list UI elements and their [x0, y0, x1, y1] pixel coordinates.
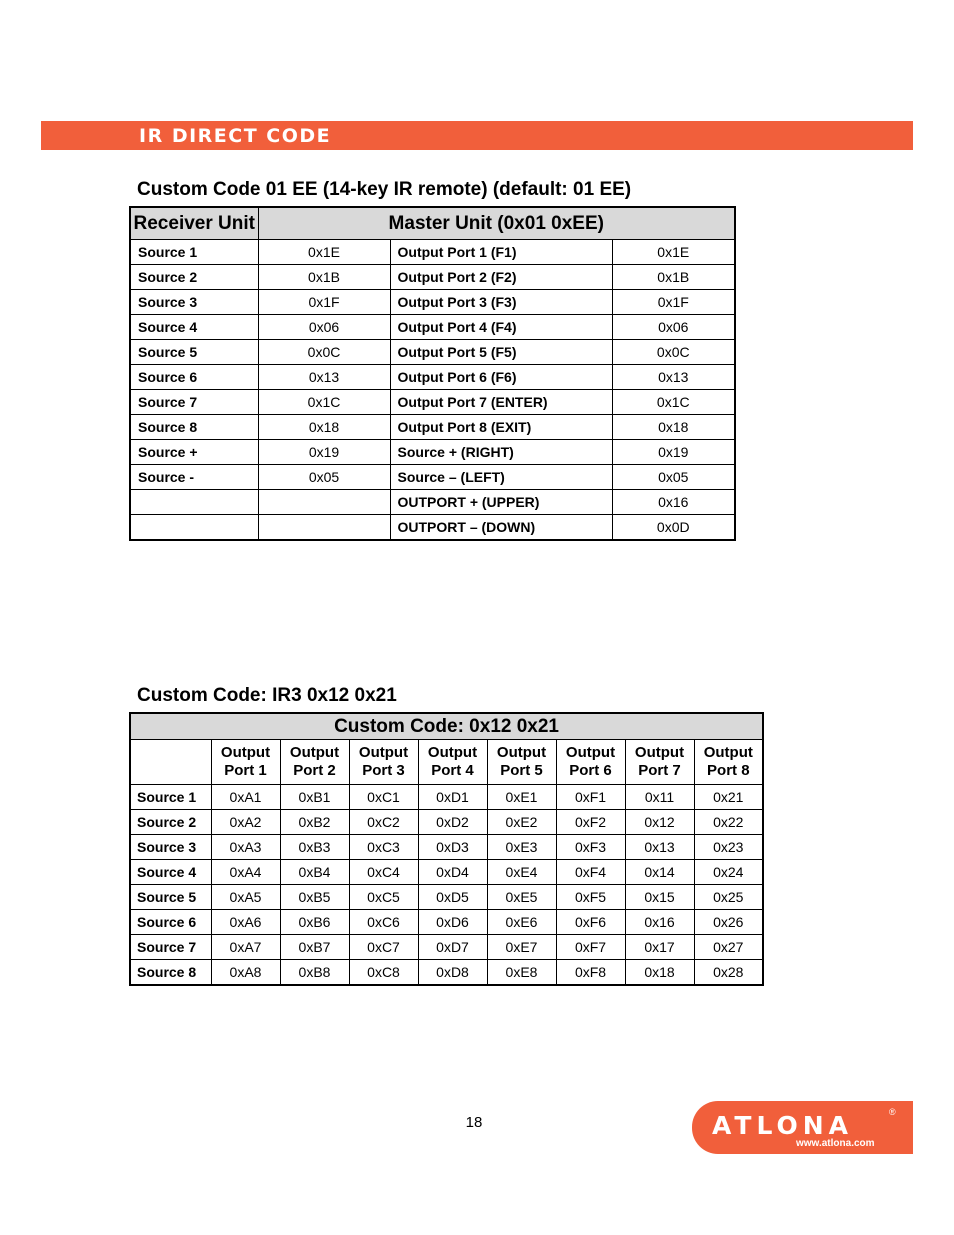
code-cell: 0x16	[625, 910, 694, 935]
code-cell: 0xF1	[556, 785, 625, 810]
master-port-cell: Output Port 7 (ENTER)	[390, 390, 612, 415]
banner-title: IR DIRECT CODE	[139, 125, 332, 147]
code-cell: 0xA5	[211, 885, 280, 910]
code-cell: 0xE6	[487, 910, 556, 935]
code-cell: 0xD5	[418, 885, 487, 910]
receiver-source-cell: Source +	[130, 440, 258, 465]
master-port-cell: Output Port 4 (F4)	[390, 315, 612, 340]
code-cell: 0x18	[625, 960, 694, 986]
receiver-source-cell: Source 7	[130, 390, 258, 415]
code-cell: 0xE7	[487, 935, 556, 960]
table-row	[130, 490, 735, 515]
table-row	[130, 240, 735, 265]
code-cell: 0xE1	[487, 785, 556, 810]
output-port-header-line2: Port 6	[569, 762, 612, 779]
master-code-cell: 0x1E	[612, 240, 735, 265]
code-cell: 0xB5	[280, 885, 349, 910]
code-cell: 0xF3	[556, 835, 625, 860]
code-cell: 0xA1	[211, 785, 280, 810]
master-code-cell: 0x13	[612, 365, 735, 390]
receiver-code-cell	[258, 490, 390, 515]
code-cell: 0xC4	[349, 860, 418, 885]
ir-code-table-14key	[129, 206, 736, 541]
receiver-code-cell: 0x13	[258, 365, 390, 390]
table-title: Custom Code: 0x12 0x21	[130, 713, 763, 740]
code-cell: 0xF5	[556, 885, 625, 910]
receiver-code-cell: 0x1C	[258, 390, 390, 415]
receiver-source-cell: Source 4	[130, 315, 258, 340]
output-port-header-line1: Output	[289, 744, 340, 761]
code-cell: 0xC5	[349, 885, 418, 910]
output-port-header-line2: Port 3	[362, 762, 405, 779]
code-cell: 0xC6	[349, 910, 418, 935]
output-port-header-line2: Port 7	[638, 762, 681, 779]
master-port-cell: Output Port 3 (F3)	[390, 290, 612, 315]
ir-code-table-ir3	[129, 712, 764, 986]
output-port-header	[418, 740, 487, 785]
master-port-cell: Source – (LEFT)	[390, 465, 612, 490]
table-row	[130, 860, 763, 885]
code-cell: 0xA4	[211, 860, 280, 885]
code-cell: 0x27	[694, 935, 763, 960]
receiver-source-cell	[130, 490, 258, 515]
code-cell: 0x28	[694, 960, 763, 986]
code-cell: 0x22	[694, 810, 763, 835]
output-port-header-line1: Output	[565, 744, 616, 761]
code-cell: 0x23	[694, 835, 763, 860]
output-port-header-line2: Port 4	[431, 762, 474, 779]
master-code-cell: 0x1C	[612, 390, 735, 415]
code-cell: 0xE5	[487, 885, 556, 910]
output-port-header-line1: Output	[220, 744, 271, 761]
source-label-cell: Source 4	[130, 860, 211, 885]
output-port-header-line1: Output	[358, 744, 409, 761]
receiver-code-cell: 0x1E	[258, 240, 390, 265]
table-row	[130, 515, 735, 541]
code-cell: 0xB8	[280, 960, 349, 986]
master-port-cell: Source + (RIGHT)	[390, 440, 612, 465]
section2-heading: Custom Code: IR3 0x12 0x21	[137, 685, 397, 706]
source-label-cell: Source 1	[130, 785, 211, 810]
code-cell: 0xF4	[556, 860, 625, 885]
receiver-code-cell: 0x1F	[258, 290, 390, 315]
source-label-cell: Source 7	[130, 935, 211, 960]
code-cell: 0xA8	[211, 960, 280, 986]
code-cell: 0x13	[625, 835, 694, 860]
master-port-cell: OUTPORT + (UPPER)	[390, 490, 612, 515]
output-port-header-line2: Port 8	[707, 762, 750, 779]
receiver-code-cell: 0x1B	[258, 265, 390, 290]
code-cell: 0xF7	[556, 935, 625, 960]
code-cell: 0xA3	[211, 835, 280, 860]
receiver-source-cell: Source 3	[130, 290, 258, 315]
receiver-source-cell: Source 5	[130, 340, 258, 365]
master-port-cell: Output Port 1 (F1)	[390, 240, 612, 265]
output-port-header	[487, 740, 556, 785]
code-cell: 0xE4	[487, 860, 556, 885]
code-cell: 0xD2	[418, 810, 487, 835]
table-row	[130, 935, 763, 960]
output-port-header	[211, 740, 280, 785]
table-row	[130, 465, 735, 490]
master-code-cell: 0x1B	[612, 265, 735, 290]
receiver-code-cell: 0x18	[258, 415, 390, 440]
code-cell: 0xB2	[280, 810, 349, 835]
receiver-source-cell: Source 8	[130, 415, 258, 440]
code-cell: 0xF2	[556, 810, 625, 835]
master-code-cell: 0x18	[612, 415, 735, 440]
code-cell: 0xB3	[280, 835, 349, 860]
corner-cell	[130, 740, 211, 785]
logo-url: www.atlona.com	[796, 1138, 875, 1149]
output-port-header	[349, 740, 418, 785]
master-code-cell: 0x0C	[612, 340, 735, 365]
header-receiver-unit: Receiver Unit	[130, 207, 258, 240]
master-code-cell: 0x05	[612, 465, 735, 490]
code-cell: 0xD6	[418, 910, 487, 935]
output-port-header	[556, 740, 625, 785]
table-row	[130, 785, 763, 810]
code-cell: 0xE2	[487, 810, 556, 835]
table-row	[130, 340, 735, 365]
code-cell: 0x24	[694, 860, 763, 885]
master-code-cell: 0x06	[612, 315, 735, 340]
code-cell: 0xC7	[349, 935, 418, 960]
page-number: 18	[465, 1114, 483, 1131]
code-cell: 0xD1	[418, 785, 487, 810]
master-code-cell: 0x16	[612, 490, 735, 515]
source-label-cell: Source 2	[130, 810, 211, 835]
code-cell: 0x11	[625, 785, 694, 810]
code-cell: 0xB6	[280, 910, 349, 935]
output-port-header-line1: Output	[427, 744, 478, 761]
receiver-code-cell: 0x05	[258, 465, 390, 490]
source-label-cell: Source 3	[130, 835, 211, 860]
code-cell: 0xF8	[556, 960, 625, 986]
receiver-code-cell: 0x19	[258, 440, 390, 465]
code-cell: 0x17	[625, 935, 694, 960]
master-code-cell: 0x0D	[612, 515, 735, 541]
table-row	[130, 365, 735, 390]
table-row	[130, 885, 763, 910]
code-cell: 0xC1	[349, 785, 418, 810]
table-row	[130, 265, 735, 290]
master-code-cell: 0x19	[612, 440, 735, 465]
code-cell: 0xD8	[418, 960, 487, 986]
output-port-header	[694, 740, 763, 785]
table-row	[130, 910, 763, 935]
master-port-cell: Output Port 6 (F6)	[390, 365, 612, 390]
table-row	[130, 835, 763, 860]
receiver-code-cell	[258, 515, 390, 541]
source-label-cell: Source 5	[130, 885, 211, 910]
master-port-cell: OUTPORT – (DOWN)	[390, 515, 612, 541]
output-port-header	[280, 740, 349, 785]
atlona-logo	[692, 1101, 913, 1154]
logo-registered-mark: ®	[889, 1107, 896, 1117]
code-cell: 0xE8	[487, 960, 556, 986]
table-row	[130, 315, 735, 340]
code-cell: 0x15	[625, 885, 694, 910]
receiver-source-cell: Source -	[130, 465, 258, 490]
code-cell: 0xB4	[280, 860, 349, 885]
source-label-cell: Source 8	[130, 960, 211, 986]
code-cell: 0xC8	[349, 960, 418, 986]
code-cell: 0xA2	[211, 810, 280, 835]
receiver-source-cell: Source 1	[130, 240, 258, 265]
code-cell: 0xB7	[280, 935, 349, 960]
table-row	[130, 440, 735, 465]
code-cell: 0x26	[694, 910, 763, 935]
code-cell: 0xD3	[418, 835, 487, 860]
header-master-unit: Master Unit (0x01 0xEE)	[258, 207, 735, 240]
code-cell: 0xB1	[280, 785, 349, 810]
table-row	[130, 415, 735, 440]
code-cell: 0xE3	[487, 835, 556, 860]
receiver-source-cell: Source 6	[130, 365, 258, 390]
output-port-header-line2: Port 1	[224, 762, 267, 779]
master-code-cell: 0x1F	[612, 290, 735, 315]
code-cell: 0x14	[625, 860, 694, 885]
receiver-code-cell: 0x06	[258, 315, 390, 340]
logo-wordmark: ATLONA	[712, 1111, 854, 1140]
output-port-header-line1: Output	[634, 744, 685, 761]
receiver-source-cell: Source 2	[130, 265, 258, 290]
master-port-cell: Output Port 5 (F5)	[390, 340, 612, 365]
output-port-header	[625, 740, 694, 785]
code-cell: 0xD7	[418, 935, 487, 960]
section-banner	[41, 121, 913, 150]
receiver-code-cell: 0x0C	[258, 340, 390, 365]
code-cell: 0xC2	[349, 810, 418, 835]
code-cell: 0x25	[694, 885, 763, 910]
output-port-header-line1: Output	[496, 744, 547, 761]
receiver-source-cell	[130, 515, 258, 541]
output-port-header-line2: Port 5	[500, 762, 543, 779]
code-cell: 0xA6	[211, 910, 280, 935]
table-row	[130, 390, 735, 415]
source-label-cell: Source 6	[130, 910, 211, 935]
code-cell: 0xA7	[211, 935, 280, 960]
code-cell: 0x12	[625, 810, 694, 835]
master-port-cell: Output Port 2 (F2)	[390, 265, 612, 290]
code-cell: 0xC3	[349, 835, 418, 860]
output-port-header-line2: Port 2	[293, 762, 336, 779]
code-cell: 0xD4	[418, 860, 487, 885]
code-cell: 0xF6	[556, 910, 625, 935]
master-port-cell: Output Port 8 (EXIT)	[390, 415, 612, 440]
table-row	[130, 290, 735, 315]
output-port-header-line1: Output	[703, 744, 753, 761]
code-cell: 0x21	[694, 785, 763, 810]
table-row	[130, 960, 763, 986]
section1-heading: Custom Code 01 EE (14-key IR remote) (default: 01 EE)	[137, 179, 632, 200]
table-row	[130, 810, 763, 835]
